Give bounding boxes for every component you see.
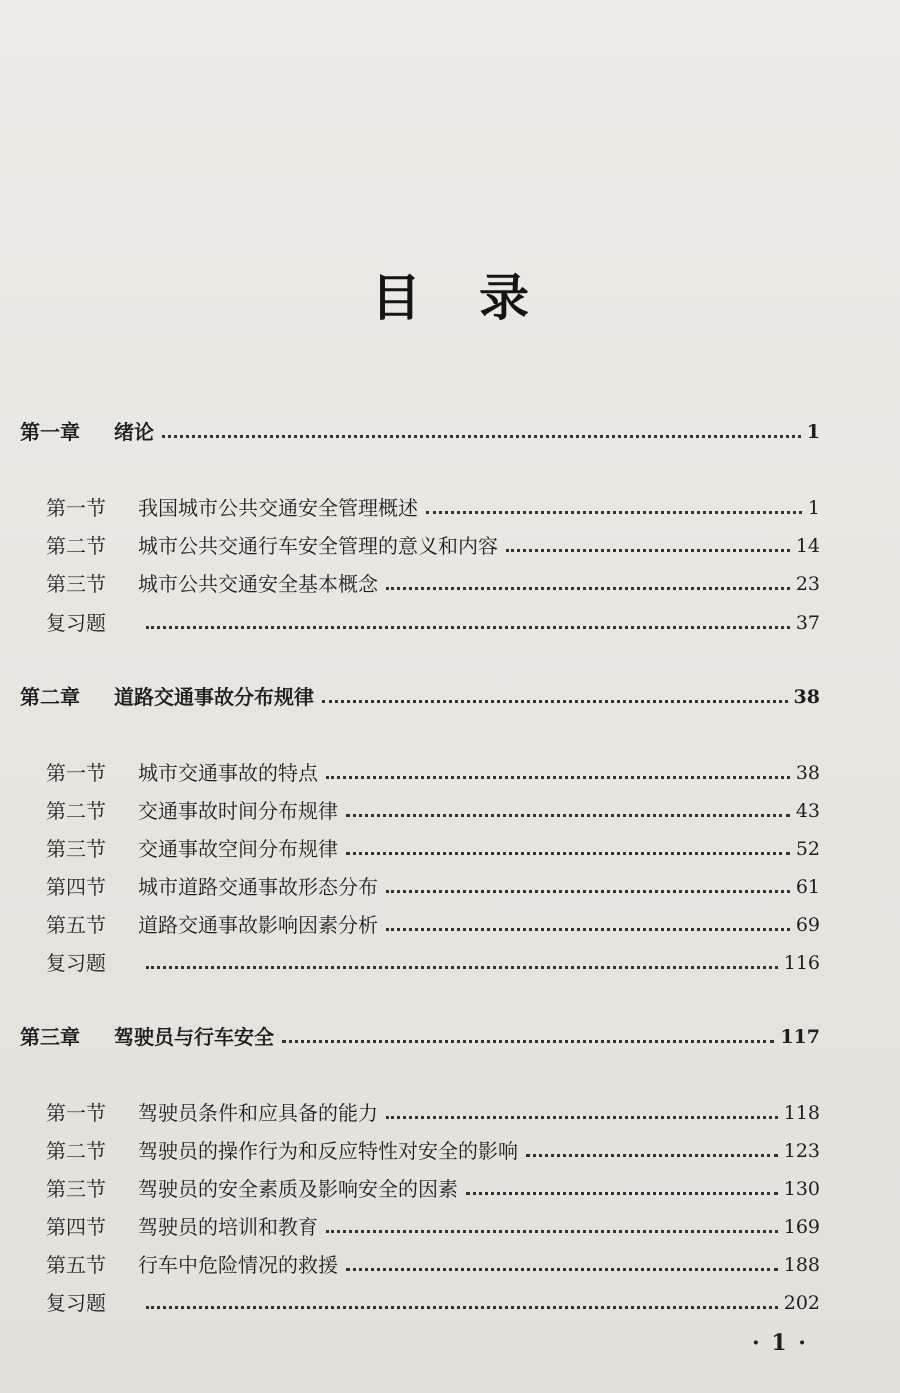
dot-leader — [386, 926, 790, 931]
entry-page-number: 118 — [783, 1102, 820, 1124]
entry-page-number: 14 — [795, 535, 820, 557]
entry-number: 第三节 — [46, 837, 106, 861]
page-number: · 1 · — [752, 1330, 808, 1356]
entry-number: 第二节 — [46, 534, 106, 558]
toc-section-entry — [46, 753, 820, 785]
dot-leader — [322, 698, 788, 703]
entry-page-number: 188 — [783, 1254, 820, 1276]
entry-title: 驾驶员与行车安全 — [114, 1025, 274, 1049]
entry-page-number: 69 — [795, 914, 820, 936]
toc-section-entry — [46, 1093, 820, 1125]
entry-number: 复习题 — [46, 611, 106, 635]
entry-title: 道路交通事故分布规律 — [114, 685, 314, 709]
toc-chapter-entry — [20, 412, 820, 444]
toc-section-entry — [46, 867, 820, 899]
entry-title: 城市公共交通安全基本概念 — [138, 572, 378, 596]
entry-title: 行车中危险情况的救援 — [138, 1253, 338, 1277]
entry-title: 绪论 — [114, 420, 154, 444]
toc-section-entry — [46, 829, 820, 861]
toc-section-entry — [46, 564, 820, 596]
entry-number: 第五节 — [46, 1253, 106, 1277]
dot-leader — [466, 1190, 778, 1195]
entry-number: 第五节 — [46, 913, 106, 937]
toc-title: 目录 — [371, 268, 587, 327]
entry-page-number: 202 — [783, 1292, 820, 1314]
dot-leader — [146, 964, 778, 969]
entry-title: 驾驶员的安全素质及影响安全的因素 — [138, 1177, 458, 1201]
entry-page-number: 43 — [795, 800, 820, 822]
entry-page-number: 130 — [783, 1178, 820, 1200]
toc-section-entry — [46, 1131, 820, 1163]
entry-title: 交通事故时间分布规律 — [138, 799, 338, 823]
entry-number: 第一节 — [46, 496, 106, 520]
entry-title: 城市道路交通事故形态分布 — [138, 875, 378, 899]
dot-leader — [326, 774, 790, 779]
entry-number: 第二节 — [46, 799, 106, 823]
entry-title: 驾驶员条件和应具备的能力 — [138, 1101, 378, 1125]
entry-title: 道路交通事故影响因素分析 — [138, 913, 378, 937]
entry-number: 第三章 — [20, 1025, 80, 1049]
toc-section-entry — [46, 1169, 820, 1201]
entry-page-number: 123 — [783, 1140, 820, 1162]
dot-leader — [346, 1266, 778, 1271]
entry-number: 第二节 — [46, 1139, 106, 1163]
entry-page-number: 1 — [807, 497, 820, 519]
entry-page-number: 116 — [783, 952, 820, 974]
entry-page-number: 169 — [783, 1216, 820, 1238]
entry-title: 交通事故空间分布规律 — [138, 837, 338, 861]
dot-leader — [526, 1152, 778, 1157]
entry-page-number: 37 — [795, 612, 820, 634]
dot-leader — [386, 585, 790, 590]
entry-number: 第三节 — [46, 572, 106, 596]
entry-page-number: 38 — [793, 686, 820, 708]
dot-leader — [326, 1228, 778, 1233]
dot-leader — [426, 509, 802, 514]
entry-number: 第一节 — [46, 1101, 106, 1125]
entry-number: 第四节 — [46, 1215, 106, 1239]
entry-page-number: 38 — [795, 762, 820, 784]
dot-leader — [506, 547, 790, 552]
toc-section-entry — [46, 1283, 820, 1315]
entry-page-number: 1 — [806, 421, 820, 443]
dot-leader — [386, 1114, 778, 1119]
entry-page-number: 52 — [795, 838, 820, 860]
entry-number: 第一节 — [46, 761, 106, 785]
toc-section-entry — [46, 791, 820, 823]
dot-leader — [162, 433, 801, 438]
entry-number: 第四节 — [46, 875, 106, 899]
entry-title: 驾驶员的培训和教育 — [138, 1215, 318, 1239]
entry-page-number: 23 — [795, 573, 820, 595]
entry-title: 城市公共交通行车安全管理的意义和内容 — [138, 534, 498, 558]
dot-leader — [386, 888, 790, 893]
toc-chapter-entry — [20, 677, 820, 709]
entry-number: 第二章 — [20, 685, 80, 709]
toc-section-entry — [46, 1207, 820, 1239]
entry-number: 复习题 — [46, 1291, 106, 1315]
dot-leader — [346, 812, 790, 817]
entry-title: 我国城市公共交通安全管理概述 — [138, 496, 418, 520]
dot-leader — [282, 1038, 774, 1043]
toc-section-entry — [46, 1245, 820, 1277]
toc-chapter-entry — [20, 1017, 820, 1049]
entry-number: 第三节 — [46, 1177, 106, 1201]
entry-number: 复习题 — [46, 951, 106, 975]
toc-section-entry — [46, 905, 820, 937]
toc-section-entry — [46, 603, 820, 635]
dot-leader — [146, 624, 790, 629]
entry-number: 第一章 — [20, 420, 80, 444]
toc-section-entry — [46, 488, 820, 520]
dot-leader — [146, 1304, 778, 1309]
toc-section-entry — [46, 943, 820, 975]
toc-section-entry — [46, 526, 820, 558]
entry-page-number: 61 — [795, 876, 820, 898]
entry-title: 城市交通事故的特点 — [138, 761, 318, 785]
entry-title: 驾驶员的操作行为和反应特性对安全的影响 — [138, 1139, 518, 1163]
entry-page-number: 117 — [780, 1026, 820, 1048]
dot-leader — [346, 850, 790, 855]
